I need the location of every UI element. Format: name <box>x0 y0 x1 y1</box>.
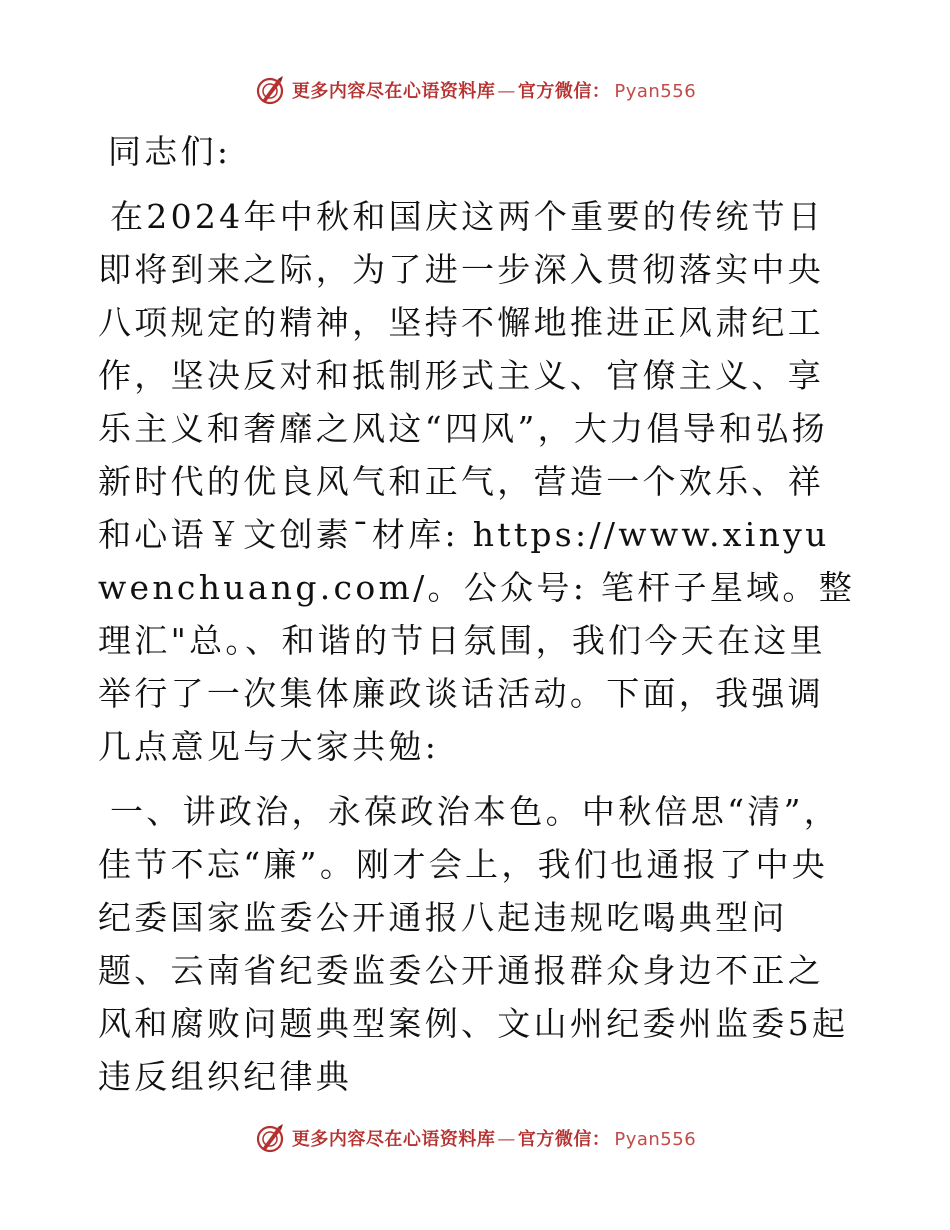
watermark-wechat-id: Pyan556 <box>614 1129 697 1150</box>
paragraph-intro: 在2024年中秋和国庆这两个重要的传统节日即将到来之际，为了进一步深入贯彻落实中央八项规定的精神，坚持不懈地推进正风肃纪工作，坚决反对和抵制形式主义、官僚主义、享乐主义和奢靡之风这“四风”，大力倡导和弘扬新时代的优良风气和正气，营造一个欢乐、祥和心语￥文创素¯材库: https://www.xinyuwenchuang.com/。公众号: 笔杆子星域。整理汇"总。、和谐的节日氛围，我们今天在这里举行了一次集体廉政谈话活动。下面，我强调几点意见与大家共勉: <box>98 197 856 766</box>
header-watermark <box>0 70 950 110</box>
watermark-label: 官方微信： <box>517 81 611 102</box>
paragraph-point-one: 一、讲政治，永葆政治本色。中秋倍思“清”，佳节不忘“廉”。刚才会上，我们也通报了中央纪委国家监委公开通报八起违规吃喝典型问题、云南省纪委监委公开通报群众身边不正之风和腐败问题典型案例、文山州纪委州监委5起违反组织纪律典 <box>98 792 849 1096</box>
footer-watermark <box>0 1118 950 1158</box>
watermark-dash: — <box>497 81 516 102</box>
salutation: 同志们: <box>108 132 232 171</box>
watermark-text <box>292 77 696 103</box>
document-body <box>98 125 858 1115</box>
watermark-wechat-id: Pyan556 <box>614 81 697 102</box>
watermark-brand: 更多内容尽在心语资料库 <box>291 81 496 102</box>
quill-pen-logo-icon <box>254 1122 286 1154</box>
watermark-dash: — <box>497 1129 516 1150</box>
quill-pen-logo-icon <box>254 74 286 106</box>
watermark-label: 官方微信： <box>517 1129 611 1150</box>
watermark-brand: 更多内容尽在心语资料库 <box>291 1129 496 1150</box>
watermark-text <box>292 1125 696 1151</box>
